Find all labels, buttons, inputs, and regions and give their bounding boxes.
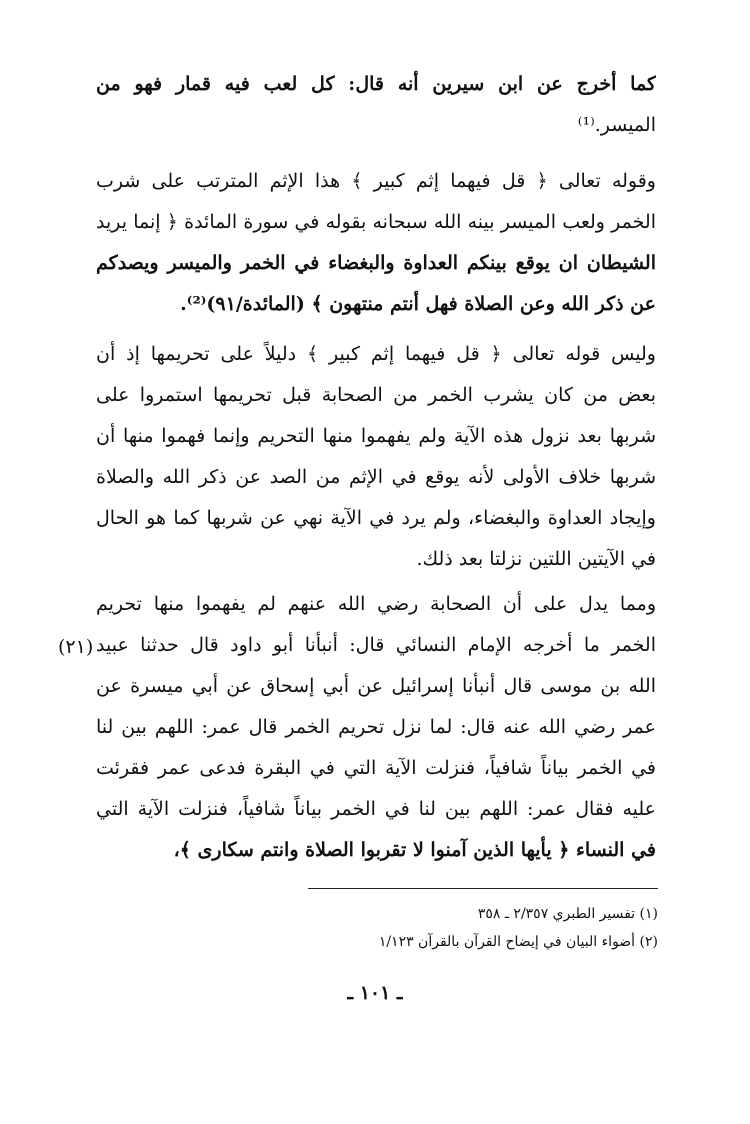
text-line: كما أخرج عن ابن سيرين أنه قال: كل لعب فيه قمار فهو من <box>96 73 656 95</box>
footnotes <box>300 900 658 956</box>
page-number: ـ ١٠١ ـ <box>347 982 403 1004</box>
text-line: الميسر.⁽¹⁾ <box>577 114 656 136</box>
text-line: عن ذكر الله وعن الصلاة فهل أنتم منتهون ﴾ (المائدة/٩١)⁽²⁾. <box>180 293 656 315</box>
paragraph-2 <box>96 161 656 325</box>
text-line: في الخمر بياناً شافياً، فنزلت الآية التي في البقرة فدعى عمر فقرئت <box>96 757 656 779</box>
text-line: الخمر ولعب الميسر بينه الله سبحانه بقوله في سورة المائدة ﴿ إنما يريد <box>96 211 656 233</box>
text-line: الله بن موسى قال أنبأنا إسرائيل عن أبي إسحاق عن أبي ميسرة عن <box>96 675 656 697</box>
text-line: عليه فقال عمر: اللهم بين لنا في الخمر بياناً شافياً، فنزلت الآية التي <box>96 798 656 820</box>
text-line: الخمر ما أخرجه الإمام النسائي قال: أنبأنا أبو داود قال حدثنا عبيد <box>96 634 656 656</box>
footnote-2: (٢) أضواء البيان في إيضاح القرآن بالقرآن ١/١٢٣ <box>378 934 658 950</box>
text-line: في الآيتين اللتين نزلتا بعد ذلك. <box>416 548 656 570</box>
footnote-1: (١) تفسير الطبري ٢/٣٥٧ ـ ٣٥٨ <box>477 906 658 922</box>
text-line: ومما يدل على أن الصحابة رضي الله عنهم لم يفهموا منها تحريم <box>96 593 656 615</box>
text-line: شربها خلاف الأولى لأنه يوقع في الإثم من الصد عن ذكر الله والصلاة <box>96 466 656 488</box>
text-line: وإيجاد العداوة والبغضاء، ولم يرد في الآية نهي عن شربها كما هو الحال <box>96 507 656 529</box>
text-line: عمر رضي الله عنه قال: لما نزل تحريم الخمر قال عمر: اللهم بين لنا <box>96 716 656 738</box>
text-line: وليس قوله تعالى ﴿ قل فيهما إثم كبير ﴾ دليلاً على تحريمها إذ أن <box>96 343 656 365</box>
margin-reference-number: (٢١) <box>58 636 94 658</box>
paragraph-3 <box>96 334 656 580</box>
footnote-divider <box>308 888 658 889</box>
paragraph-4 <box>96 584 656 871</box>
text-line: الشيطان ان يوقع بينكم العداوة والبغضاء في الخمر والميسر ويصدكم <box>96 252 656 274</box>
text-line: شربها بعد نزول هذه الآية ولم يفهموا منها التحريم وإنما فهموا منها أن <box>96 425 656 447</box>
text-line: في النساء ﴿ يأيها الذين آمنوا لا تقربوا الصلاة وانتم سكارى ﴾، <box>173 839 656 861</box>
text-line: وقوله تعالى ﴿ قل فيهما إثم كبير ﴾ هذا الإثم المترتب على شرب <box>96 170 656 192</box>
text-line: بعض من كان يشرب الخمر من الصحابة قبل تحريمها استمروا على <box>96 384 656 406</box>
paragraph-1 <box>96 64 656 146</box>
